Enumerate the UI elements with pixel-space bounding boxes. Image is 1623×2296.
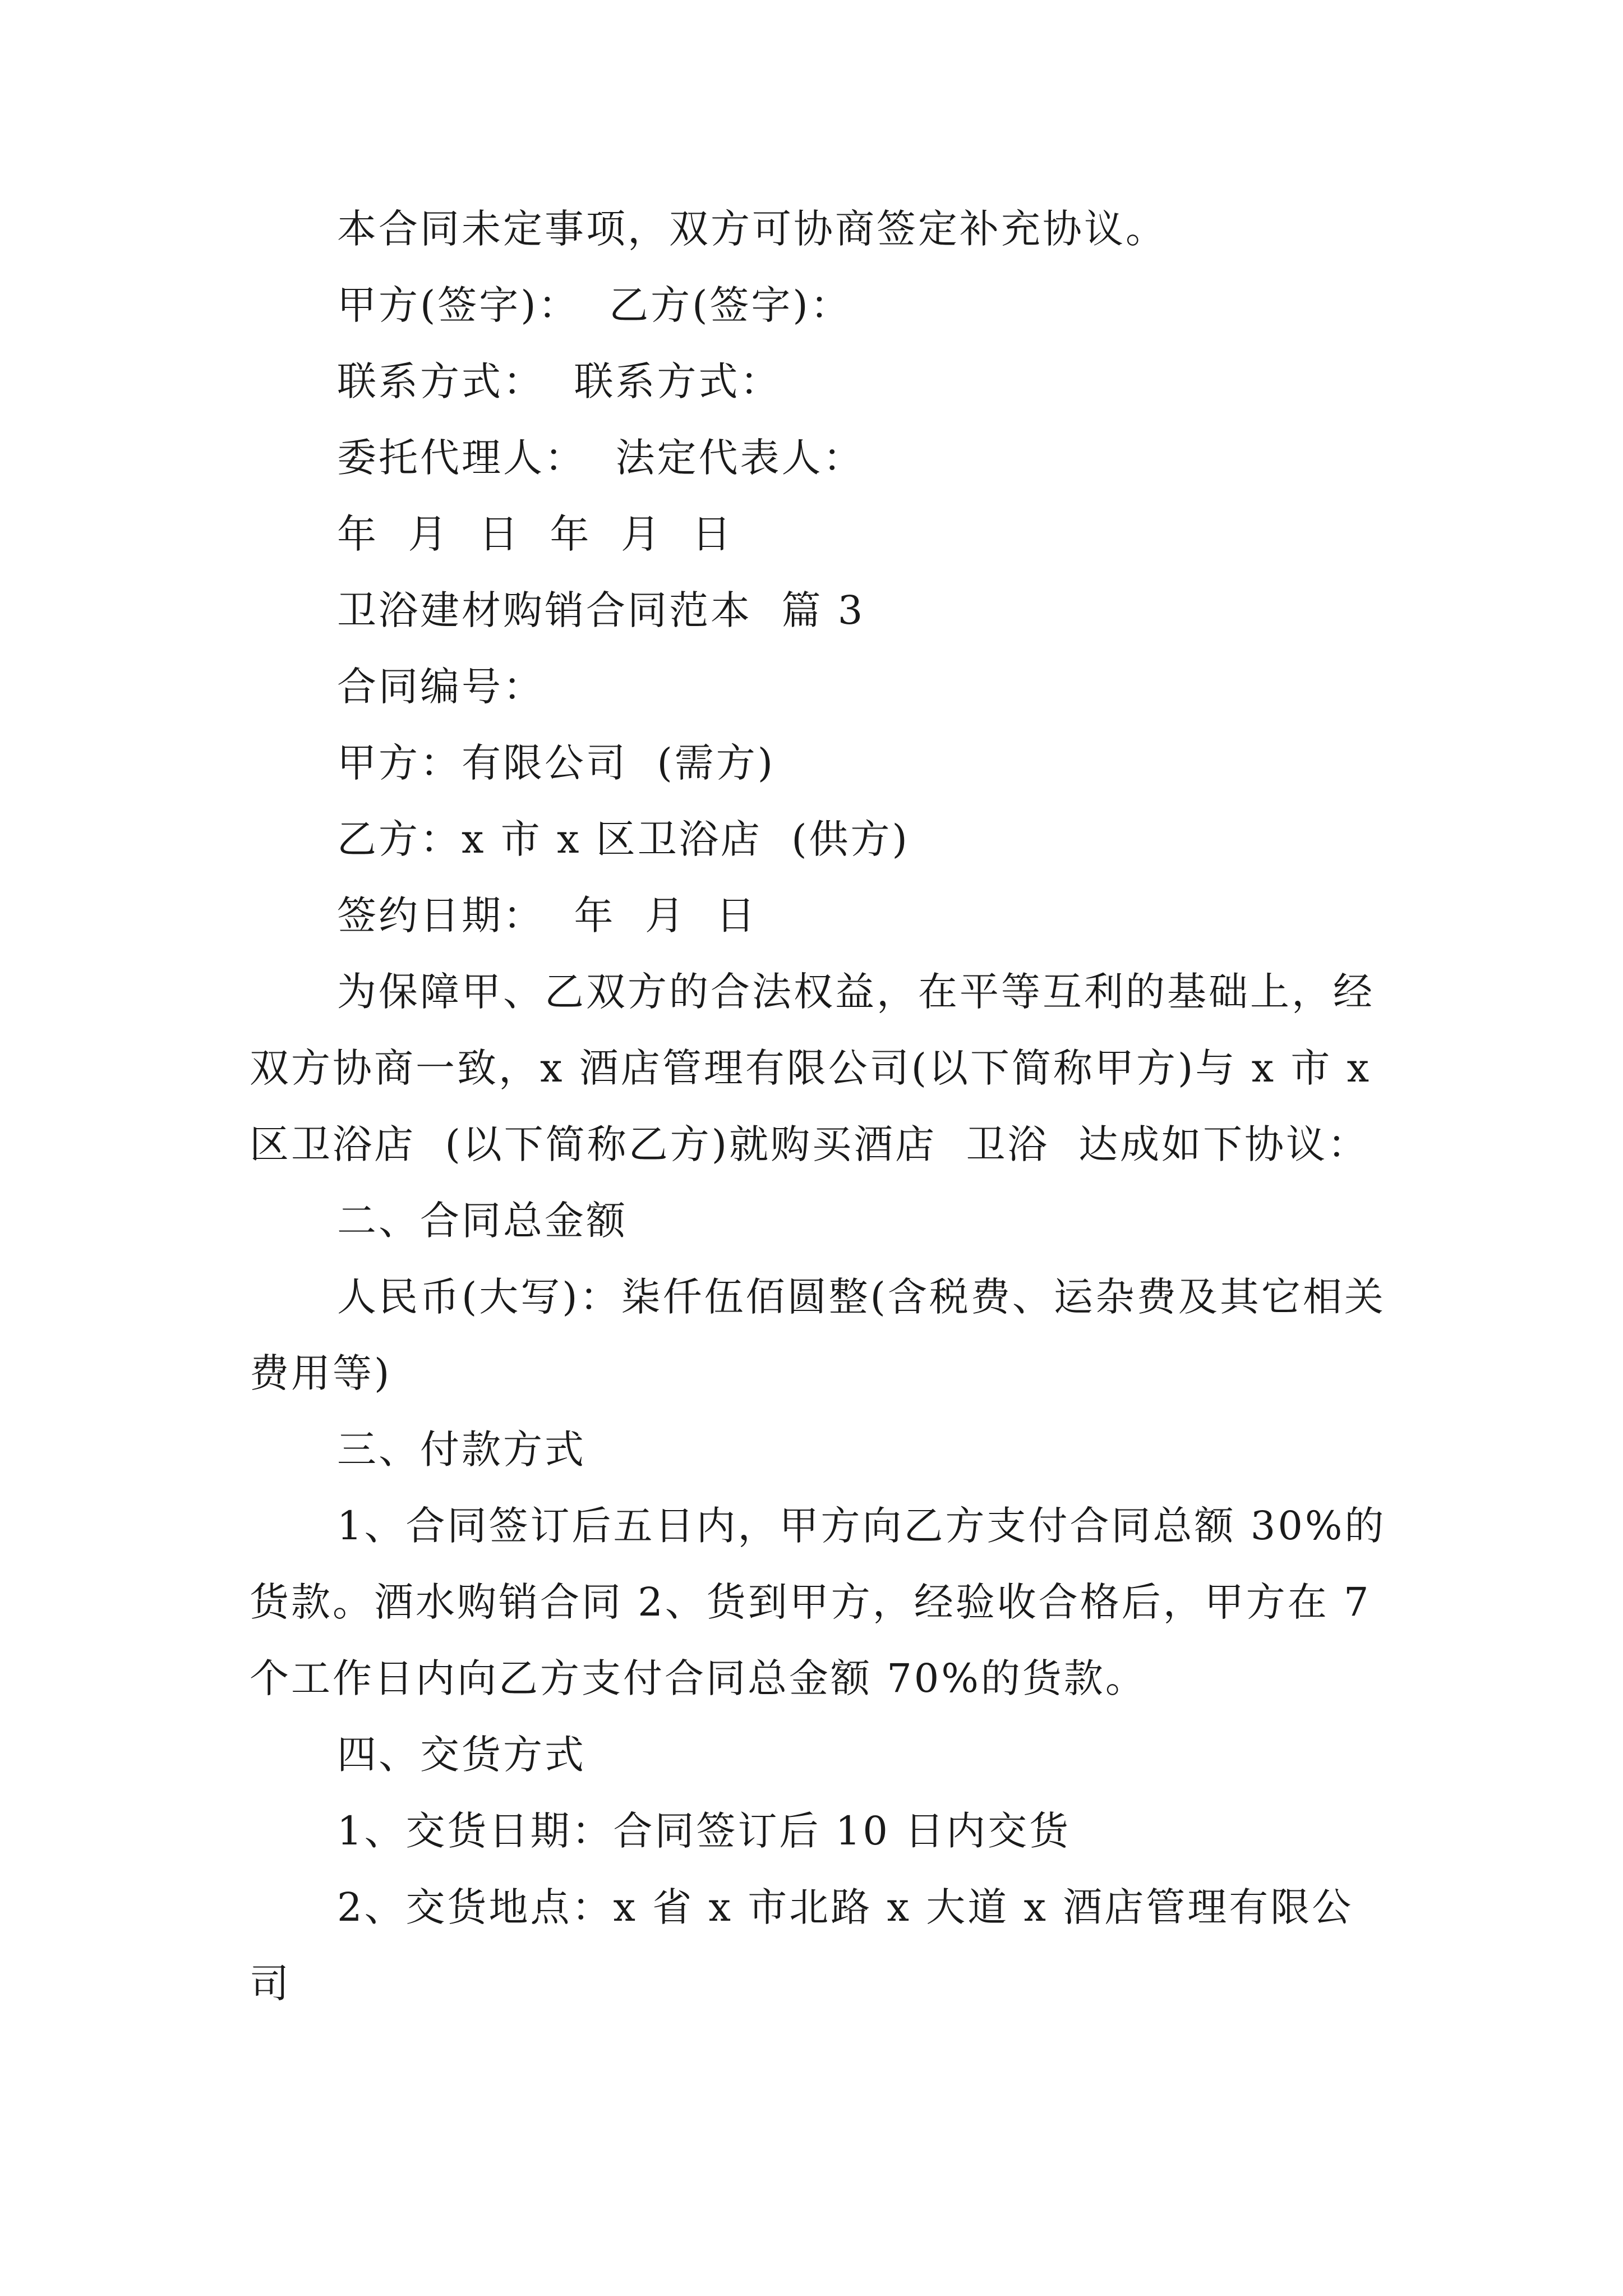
section-amount-text: 人民币(大写)：柒仟伍佰圆整(含税费、运杂费及其它相关费用等) [250, 1274, 1386, 1396]
signing-date-line: 签约日期： 年 月 日 [337, 892, 758, 938]
section-delivery-item-location: 2、交货地点：x 省 x 市北路 x 大道 x 酒店管理有限公司 [250, 1884, 1354, 2007]
document-body [250, 191, 1388, 2022]
signature-line: 甲方(签字)： 乙方(签字)： [337, 282, 852, 328]
section-delivery-item-date: 1、交货日期：合同签订后 10 日内交货 [337, 1808, 1071, 1854]
party-b-line: 乙方：x 市 x 区卫浴店 (供方) [337, 816, 910, 862]
date-line: 年 月 日 年 月 日 [337, 511, 734, 557]
section-delivery-title: 四、交货方式 [337, 1732, 586, 1778]
contact-line: 联系方式： 联系方式： [337, 358, 782, 404]
section-payment-text: 1、合同签订后五日内，甲方向乙方支付合同总额 30%的货款。酒水购销合同 2、货到甲方，经验收合格后，甲方在 7 个工作日内向乙方支付合同总金额 70%的货款。 [250, 1503, 1386, 1701]
section-amount-title: 二、合同总金额 [337, 1198, 628, 1244]
party-a-line: 甲方：有限公司 (需方) [337, 740, 776, 786]
contract-title: 卫浴建材购销合同范本 篇 3 [337, 587, 865, 633]
section-payment-title: 三、付款方式 [337, 1427, 586, 1473]
contract-number-label: 合同编号： [337, 664, 545, 710]
preamble-paragraph: 为保障甲、乙双方的合法权益，在平等互利的基础上，经双方协商一致，x 酒店管理有限公司(以下简称甲方)与 x 市 x 区卫浴店 (以下简称乙方)就购买酒店 卫浴 达成如下协议： [250, 969, 1386, 1167]
clause-supplementary: 本合同未定事项，双方可协商签定补充协议。 [337, 206, 1167, 252]
representative-line: 委托代理人： 法定代表人： [337, 435, 865, 481]
